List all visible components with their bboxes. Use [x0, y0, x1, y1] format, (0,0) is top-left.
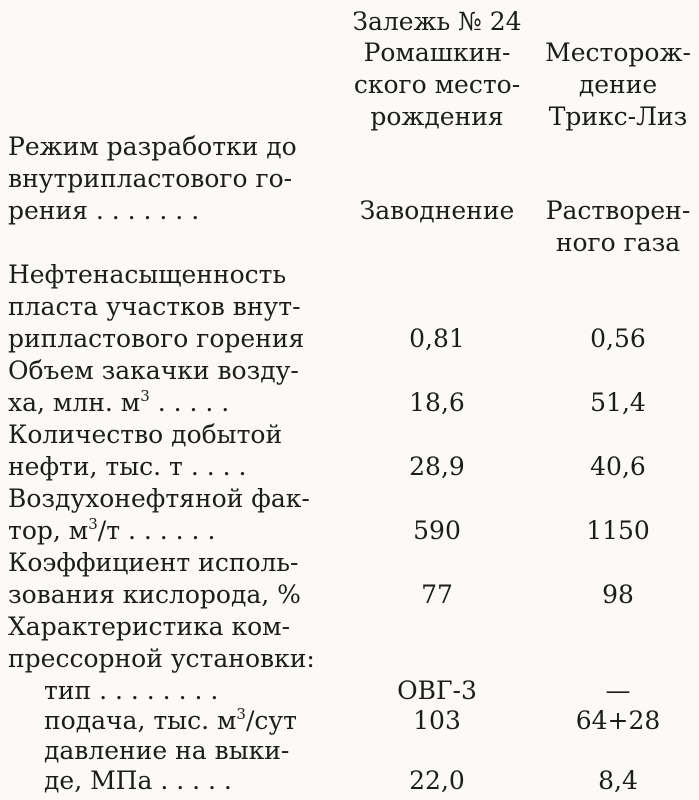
row-air-volume-label-2: ха, млн. $м^3$ . . . . . — [8, 387, 230, 417]
row-compressor-label-1: Характеристика ком- — [8, 612, 291, 641]
row-mode-label-3: рения . . . . . . . — [8, 196, 200, 225]
row-saturation-value-col1: 0,81 — [409, 324, 465, 353]
row-pressure-label-1: давление на выки- — [44, 736, 290, 765]
row-pressure-value-col2: 8,4 — [598, 766, 638, 795]
row-mode-label-1: Режим разработки до — [8, 132, 297, 161]
row-pressure-value-col1: 22,0 — [409, 766, 465, 795]
row-type-label: тип . . . . . . . . — [44, 676, 219, 705]
row-oil-produced-value-col2: 40,6 — [590, 452, 646, 481]
row-air-oil-value-col1: 590 — [413, 516, 461, 545]
header-col1-line3: ского место- — [353, 70, 521, 99]
row-oil-produced-value-col1: 28,9 — [409, 452, 465, 481]
header-col1-line1: Залежь № 24 — [352, 7, 522, 36]
row-delivery-label: подача, тыс. $м^3$/сут — [44, 705, 297, 735]
row-oil-produced-label-2: нефти, тыс. т . . . . — [8, 452, 247, 481]
header-col2-line3: Трикс-Лиз — [548, 102, 688, 131]
row-mode-label-2: внутрипластового го- — [8, 164, 293, 193]
row-air-oil-label-1: Воздухонефтяной фак- — [8, 484, 310, 513]
row-delivery-value-col2: 64+28 — [575, 706, 661, 735]
header-col2-line1: Месторож- — [545, 38, 691, 67]
row-air-volume-value-col1: 18,6 — [409, 388, 465, 417]
row-oxygen-value-col1: 77 — [421, 580, 453, 609]
row-saturation-value-col2: 0,56 — [590, 324, 646, 353]
row-pressure-label-2: де, МПа . . . . . — [44, 766, 232, 795]
row-saturation-label-2: пласта участков внут- — [8, 292, 301, 321]
header-col2-line2: дение — [578, 70, 658, 99]
row-air-oil-label-2: тор, $м^3/т$ . . . . . . — [8, 515, 216, 545]
row-oxygen-label-1: Коэффициент исполь- — [8, 548, 299, 577]
row-type-value-col1: ОВГ-3 — [397, 676, 477, 705]
row-delivery-value-col1: 103 — [413, 706, 461, 735]
row-oil-produced-label-1: Количество добытой — [8, 420, 283, 449]
row-air-volume-value-col2: 51,4 — [590, 388, 646, 417]
row-air-volume-label-1: Объем закачки возду- — [8, 356, 299, 385]
row-saturation-label-1: Нефтенасыщенность — [8, 260, 287, 289]
row-oxygen-value-col2: 98 — [602, 580, 634, 609]
row-mode-value-col2-line1: Растворен- — [545, 196, 691, 225]
row-type-value-col2: — — [605, 676, 631, 705]
row-mode-value-col2-line2: ного газа — [555, 228, 681, 257]
header-col1-line2: Ромашкин- — [363, 38, 511, 67]
row-air-oil-value-col2: 1150 — [586, 516, 650, 545]
header-col1-line4: рождения — [370, 102, 504, 131]
row-compressor-label-2: прессорной установки: — [8, 644, 315, 673]
row-mode-value-col1: Заводнение — [359, 196, 515, 225]
row-oxygen-label-2: зования кислорода, % — [8, 580, 301, 609]
row-saturation-label-3: рипластового горения — [8, 324, 305, 353]
